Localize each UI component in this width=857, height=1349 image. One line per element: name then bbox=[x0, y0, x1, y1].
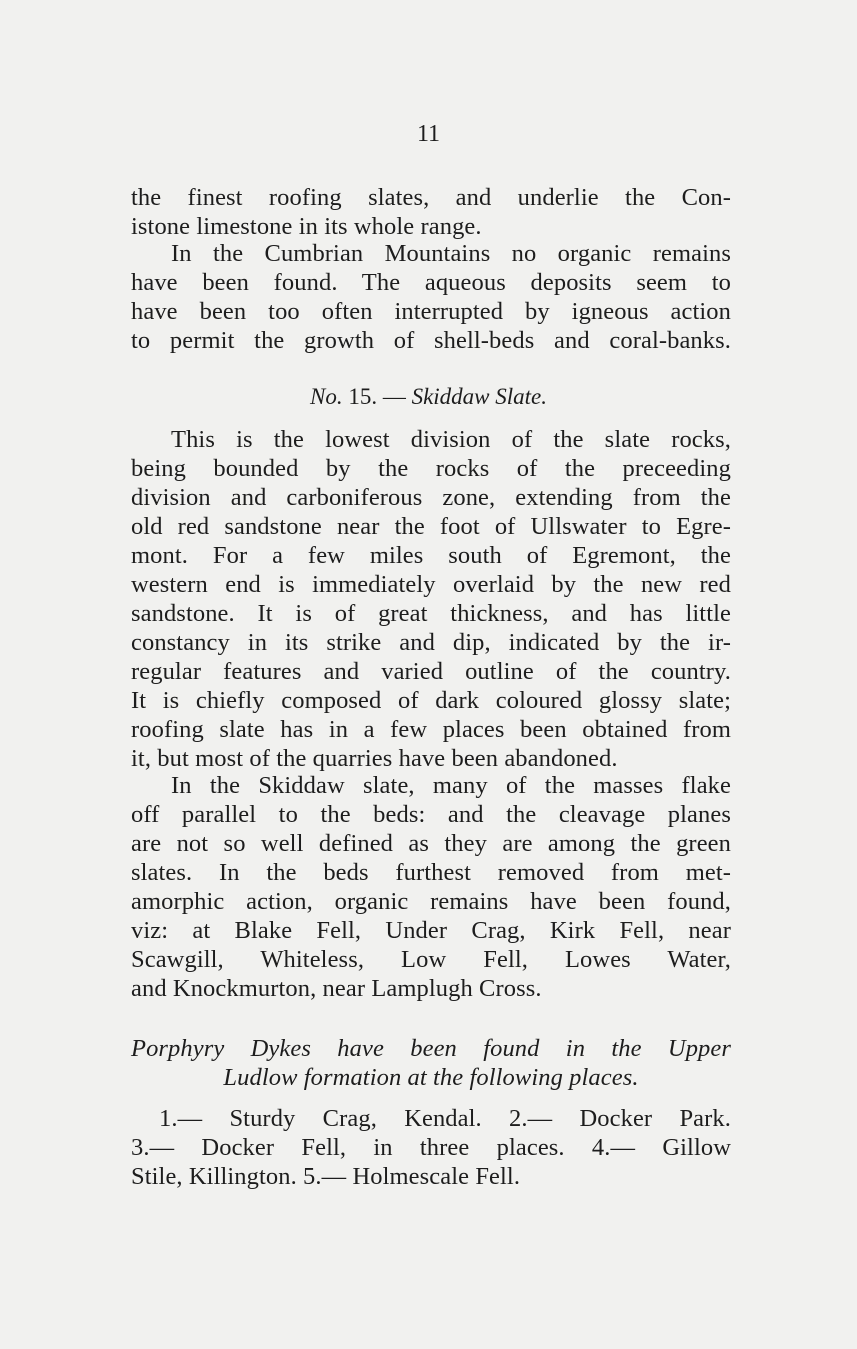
text-line: amorphic action, organic remains have been found, bbox=[131, 888, 731, 915]
text-line: roofing slate has in a few places been obtained from bbox=[131, 716, 731, 743]
heading-number: 15. bbox=[348, 384, 378, 409]
text-line: are not so well defined as they are among the green bbox=[131, 830, 731, 857]
text-line: In the Cumbrian Mountains no organic remains bbox=[171, 240, 731, 267]
text-line: it, but most of the quarries have been abandoned. bbox=[131, 745, 618, 772]
paragraph-cumbrian bbox=[131, 239, 731, 355]
text-line: It is chiefly composed of dark coloured glossy slate; bbox=[131, 687, 731, 714]
heading-dash: — bbox=[382, 384, 406, 409]
text-line: have been found. The aqueous deposits seem to bbox=[131, 269, 731, 296]
text-line: This is the lowest division of the slate rocks, bbox=[171, 426, 731, 453]
text-line: old red sandstone near the foot of Ullswater to Egre- bbox=[131, 513, 731, 540]
section-heading bbox=[0, 384, 857, 410]
page-number: 11 bbox=[416, 121, 441, 147]
porphyry-heading bbox=[131, 1034, 731, 1092]
text-line: constancy in its strike and dip, indicated by the ir- bbox=[131, 629, 731, 656]
text-line: Scawgill, Whiteless, Low Fell, Lowes Water, bbox=[131, 946, 731, 973]
paragraph-skiddaw-description bbox=[131, 425, 731, 773]
text-line: being bounded by the rocks of the preceeding bbox=[131, 455, 731, 482]
text-line: In the Skiddaw slate, many of the masses flake bbox=[171, 772, 731, 799]
list-item: Stile, Killington. 5.— Holmescale Fell. bbox=[131, 1163, 521, 1190]
text-line: istone limestone in its whole range. bbox=[131, 213, 482, 240]
text-line: to permit the growth of shell-beds and coral-banks. bbox=[131, 327, 731, 354]
text-line: off parallel to the beds: and the cleavage planes bbox=[131, 801, 731, 828]
list-item: 3.— Docker Fell, in three places. 4.— Gillow bbox=[131, 1134, 731, 1161]
text-line: Porphyry Dykes have been found in the Upper bbox=[131, 1035, 731, 1062]
text-line: sandstone. It is of great thickness, and has little bbox=[131, 600, 731, 627]
text-line: mont. For a few miles south of Egremont, the bbox=[131, 542, 731, 569]
text-line: and Knockmurton, near Lamplugh Cross. bbox=[131, 975, 542, 1002]
text-line: viz: at Blake Fell, Under Crag, Kirk Fell, near bbox=[131, 917, 731, 944]
text-line: regular features and varied outline of the country. bbox=[131, 658, 731, 685]
heading-title: Skiddaw Slate. bbox=[411, 384, 548, 409]
text-line: the finest roofing slates, and underlie the Con- bbox=[131, 184, 731, 211]
paragraph-skiddaw-fossils bbox=[131, 771, 731, 1003]
porphyry-places-list bbox=[131, 1104, 731, 1191]
text-line: division and carboniferous zone, extending from the bbox=[131, 484, 731, 511]
text-line: Ludlow formation at the following places. bbox=[223, 1064, 639, 1091]
list-item: 1.— Sturdy Crag, Kendal. 2.— Docker Park. bbox=[159, 1105, 731, 1132]
text-line: slates. In the beds furthest removed from met- bbox=[131, 859, 731, 886]
paragraph-continuation bbox=[131, 183, 731, 241]
text-line: have been too often interrupted by igneous action bbox=[131, 298, 731, 325]
text-line: western end is immediately overlaid by the new red bbox=[131, 571, 731, 598]
heading-number-label: No. bbox=[309, 384, 343, 409]
